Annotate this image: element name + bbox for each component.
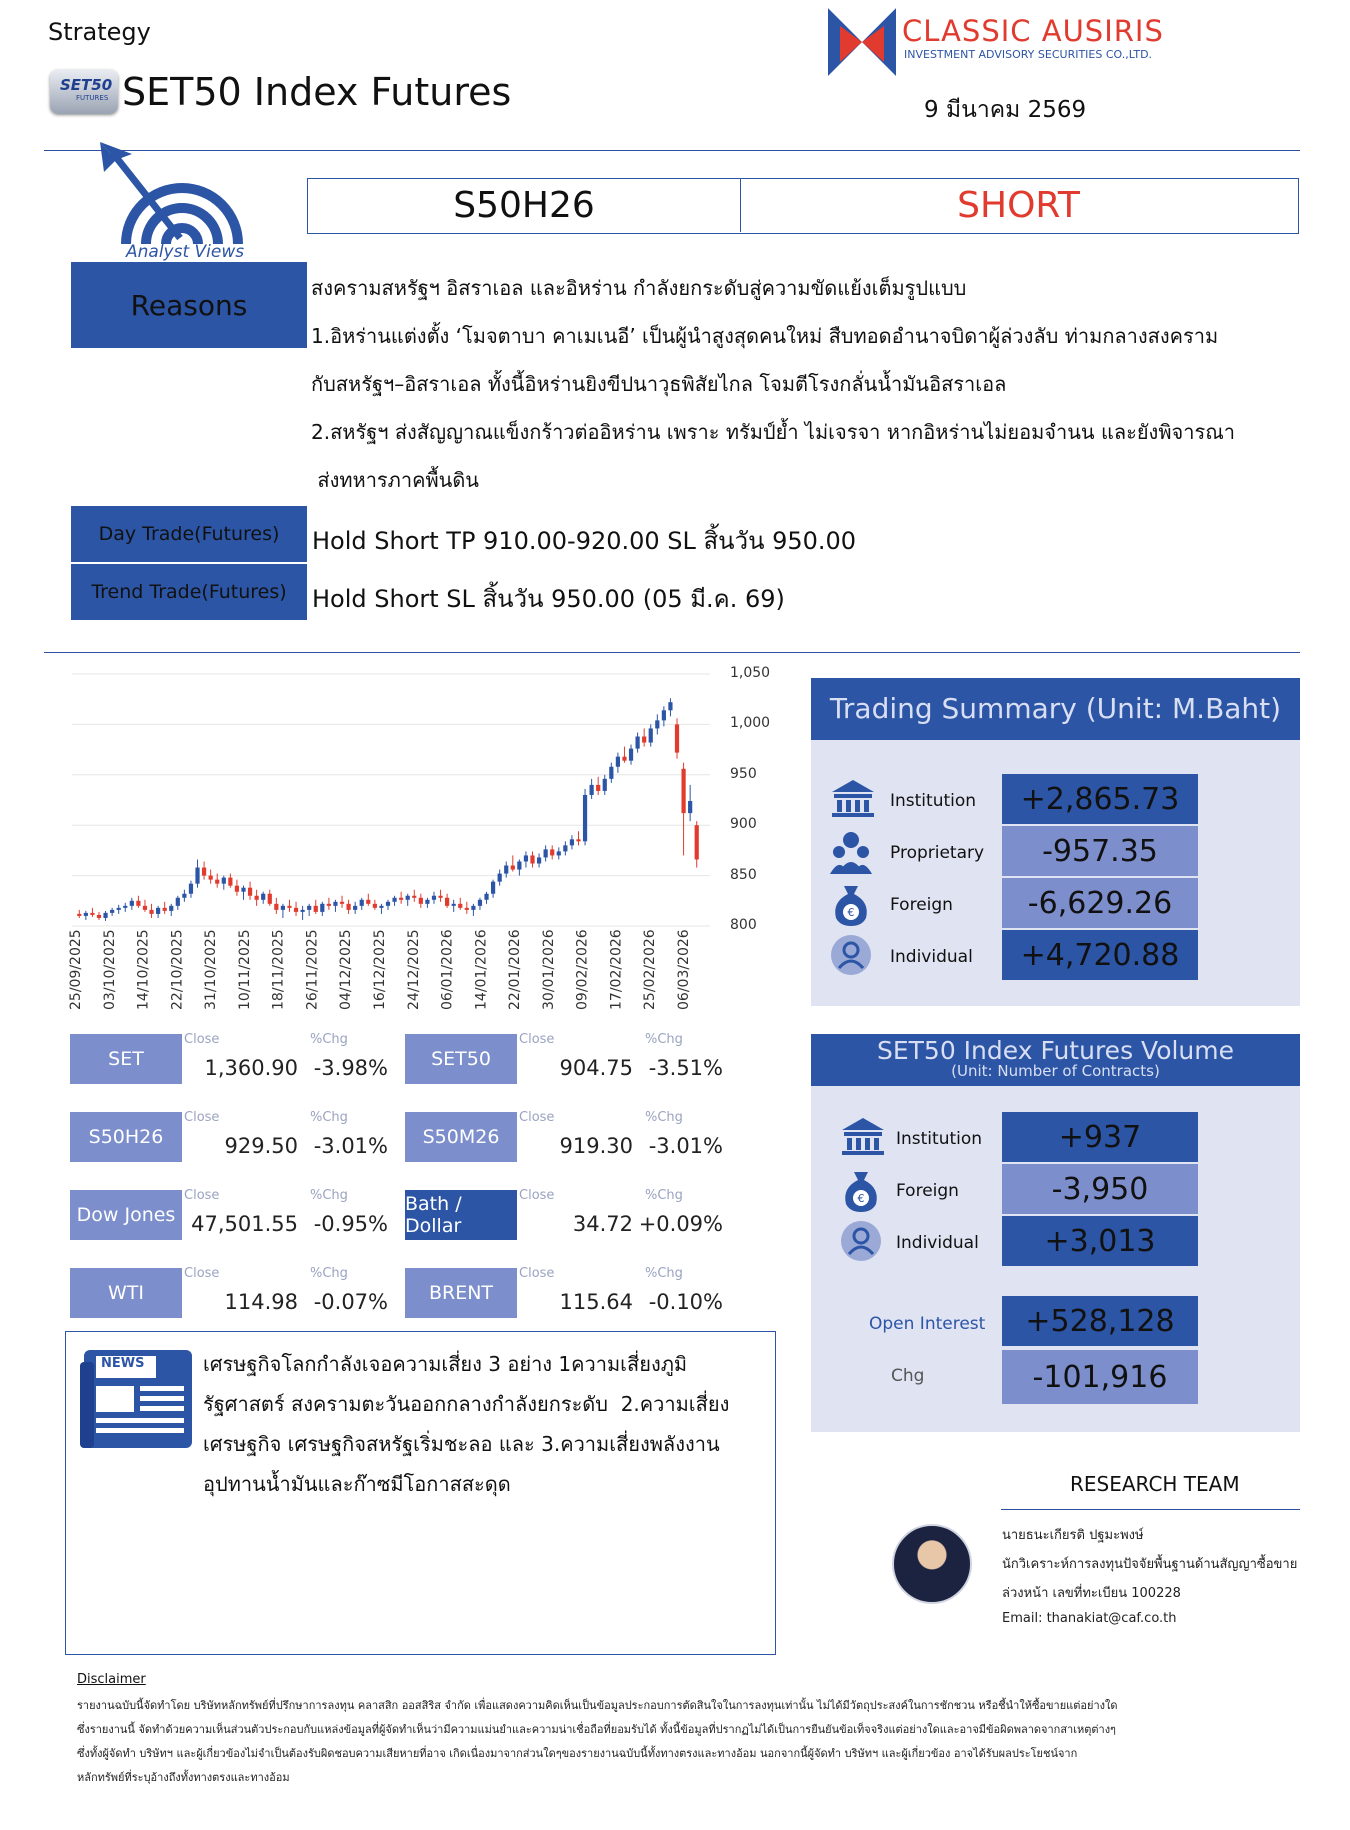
reason-line: กับสหรัฐฯ–อิสราเอล ทั้งนี้อิหร่านยิงขีปนาวุธพิสัยไกล โจมตีโรงกลั่นน้ำมันอิสราเอล	[311, 372, 1007, 396]
candle	[583, 789, 587, 845]
candle	[103, 911, 107, 921]
company-name: CLASSIC AUSIRIS	[902, 14, 1164, 48]
quote-close-value: 904.75	[559, 1056, 633, 1080]
candle	[471, 904, 475, 916]
quote-chg-label: %Chg	[310, 1032, 348, 1047]
row-label: Individual	[896, 1233, 979, 1253]
quote-close-value: 1,360.90	[204, 1056, 298, 1080]
open-interest-value: +528,128	[1002, 1296, 1198, 1346]
y-tick-label: 1,000	[730, 715, 771, 732]
quote-chg-value: -3.98%	[313, 1056, 388, 1080]
candle	[478, 898, 482, 910]
quote-close-label: Close	[184, 1032, 220, 1047]
research-line: Email: thanakiat@caf.co.th	[1002, 1611, 1177, 1626]
analyst-views-label: Analyst Views	[126, 242, 245, 262]
contract-box	[307, 178, 1299, 234]
x-tick-label: 22/10/2025	[169, 929, 186, 1010]
candle	[77, 910, 81, 918]
x-tick-label: 26/11/2025	[304, 929, 321, 1010]
candle	[655, 714, 659, 734]
bank-icon	[840, 1116, 886, 1160]
disclaimer-line: ซึ่งทั้งผู้จัดทำ บริษัทฯ และผู้เกี่ยวข้องไม่จำเป็นต้องรับผิดชอบความเสียหายที่อาจ เกิดเนื่องมาจากส่วนใดๆของรายงานฉบับนี้ทั้งทางตรงและทางอ้อม นอกจากนี้ผู้จัดทำ บริษัทฯ และผู้เกี่ยวข้อง อาจได้รับผลประโยชน์จาก	[77, 1747, 1078, 1760]
candle	[97, 912, 101, 920]
target-icon	[92, 142, 268, 250]
disclaimer-line: รายงานฉบับนี้จัดทำโดย บริษัทหลักทรัพย์ที่ปรึกษาการลงทุน คลาสสิก ออสสิริส จำกัด เพื่อแสดงความคิดเห็นเป็นข้อมูลประกอบการตัดสินใจในการลงทุนเท่านั้น ไม่ได้มีวัตถุประสงค์ในการชักชวน หรือชี้นำให้ซื้อขายแต่อย่างใด	[77, 1699, 1118, 1712]
quote-close-label: Close	[184, 1188, 220, 1203]
candle	[557, 847, 561, 859]
y-tick-label: 950	[730, 765, 757, 782]
candle	[550, 845, 554, 859]
y-tick-label: 800	[730, 917, 757, 933]
quote-chg-label: %Chg	[645, 1110, 683, 1125]
candle	[649, 724, 653, 746]
row-value: +4,720.88	[1002, 930, 1198, 980]
contract-code: S50H26	[308, 179, 741, 232]
candle	[524, 851, 528, 867]
x-tick-label: 18/11/2025	[270, 929, 287, 1010]
volume-header	[811, 1034, 1300, 1086]
candle	[484, 892, 488, 904]
quote-close-value: 47,501.55	[191, 1212, 298, 1236]
candle	[406, 894, 410, 906]
product-title: SET50 Index Futures	[122, 70, 512, 114]
day-trade-label: Day Trade(Futures)	[71, 506, 307, 562]
row-label: Individual	[890, 947, 973, 967]
candle	[189, 881, 193, 898]
quote-chg-value: +0.09%	[638, 1212, 723, 1236]
candle	[156, 906, 160, 918]
candle	[635, 732, 639, 752]
quote-close-label: Close	[519, 1032, 555, 1047]
position-signal: SHORT	[957, 185, 1080, 226]
candle	[616, 753, 620, 773]
candle	[176, 896, 180, 910]
quote-chg-value: -3.51%	[648, 1056, 723, 1080]
candle	[399, 892, 403, 904]
research-team-title: RESEARCH TEAM	[1070, 1472, 1240, 1496]
volume-subtitle: (Unit: Number of Contracts)	[951, 1062, 1160, 1080]
candle	[353, 902, 357, 914]
y-tick-label: 900	[730, 816, 757, 833]
open-interest-label: Open Interest	[869, 1314, 986, 1334]
news-line: อุปทานน้ำมันและก๊าซมีโอกาสสะดุด	[203, 1472, 511, 1496]
candle	[458, 898, 462, 910]
candle	[340, 896, 344, 908]
trend-trade-text: Hold Short SL สิ้นวัน 950.00 (05 มี.ค. 69)	[312, 585, 785, 613]
candle	[445, 894, 449, 908]
row-value: -3,950	[1002, 1164, 1198, 1214]
quote-chg-label: %Chg	[645, 1032, 683, 1047]
candle	[84, 911, 88, 920]
candle	[209, 870, 213, 884]
candle	[366, 894, 370, 906]
candle	[465, 902, 469, 914]
x-tick-label: 06/03/2026	[676, 929, 692, 1010]
candle	[662, 706, 666, 726]
set50-candlestick-chart	[60, 660, 710, 1020]
strategy-label: Strategy	[48, 18, 151, 46]
candle	[432, 892, 436, 904]
quote-name: S50M26	[405, 1112, 517, 1162]
x-tick-label: 03/10/2025	[101, 929, 118, 1010]
section-divider	[44, 652, 1300, 653]
x-tick-label: 16/12/2025	[372, 929, 388, 1010]
candle	[123, 903, 127, 912]
candle	[603, 775, 607, 795]
y-tick-label: 850	[730, 866, 757, 883]
day-trade-text: Hold Short TP 910.00-920.00 SL สิ้นวัน 950.00	[312, 527, 857, 555]
candle	[517, 859, 521, 875]
quote-chg-value: -0.07%	[313, 1290, 388, 1314]
candle	[287, 900, 291, 912]
candle	[110, 908, 114, 916]
oi-chg-label: Chg	[891, 1366, 925, 1386]
quote-name: SET	[70, 1034, 182, 1084]
person-icon	[840, 1220, 882, 1266]
candle	[202, 861, 206, 879]
candle	[530, 851, 534, 867]
candle	[274, 898, 278, 914]
trend-trade-label: Trend Trade(Futures)	[71, 564, 307, 620]
x-tick-label: 25/09/2025	[68, 929, 84, 1010]
reason-line: สงครามสหรัฐฯ อิสราเอล และอิหร่าน กำลังยกระดับสู่ความขัดแย้งเต็มรูปแบบ	[311, 276, 967, 300]
candle	[412, 890, 416, 902]
svg-text:€: €	[857, 1192, 865, 1205]
row-value: -957.35	[1002, 826, 1198, 876]
quote-close-label: Close	[519, 1188, 555, 1203]
quote-name: Bath / Dollar	[405, 1190, 517, 1240]
quote-chg-value: -0.95%	[313, 1212, 388, 1236]
quote-close-value: 919.30	[559, 1134, 633, 1158]
money-bag-icon	[830, 882, 872, 930]
x-tick-label: 22/01/2026	[507, 929, 524, 1010]
candle	[452, 900, 456, 912]
candle	[255, 890, 259, 906]
candle	[688, 785, 692, 821]
candle	[629, 745, 633, 765]
candle	[609, 763, 613, 783]
oi-chg-value: -101,916	[1002, 1350, 1198, 1404]
candle	[235, 880, 239, 896]
quote-close-label: Close	[184, 1266, 220, 1281]
candle	[169, 904, 173, 916]
quote-name: WTI	[70, 1268, 182, 1318]
candle	[642, 728, 646, 746]
x-tick-label: 14/01/2026	[473, 929, 490, 1010]
candle	[563, 841, 567, 855]
research-line: ล่วงหน้า เลขที่ทะเบียน 100228	[1002, 1586, 1181, 1601]
candle	[294, 902, 298, 916]
candle	[360, 898, 364, 910]
research-line: นายธนะเกียรติ ปฐมะพงษ์	[1002, 1528, 1144, 1543]
candle	[576, 831, 580, 845]
x-tick-label: 25/02/2026	[642, 929, 659, 1010]
reason-line: ส่งทหารภาคพื้นดิน	[311, 468, 479, 492]
x-tick-label: 31/10/2025	[203, 929, 220, 1010]
quote-close-label: Close	[519, 1110, 555, 1125]
report-date: 9 มีนาคม 2569	[924, 97, 1087, 123]
candle	[222, 876, 226, 890]
candle	[182, 890, 186, 902]
candle	[261, 892, 265, 904]
candle	[149, 904, 153, 918]
trading-summary-title: Trading Summary (Unit: M.Baht)	[811, 678, 1300, 740]
money-bag-icon	[840, 1168, 882, 1216]
company-logo-icon	[826, 6, 898, 78]
candle	[281, 904, 285, 918]
candle	[425, 898, 429, 908]
candle	[570, 835, 574, 849]
row-value: +3,013	[1002, 1216, 1198, 1266]
analyst-avatar	[892, 1524, 972, 1604]
news-line: รัฐศาสตร์ สงครามตะวันออกกลางกำลังยกระดับ 2.ความเสี่ยง	[203, 1392, 730, 1416]
candle	[681, 763, 685, 856]
candle	[130, 898, 134, 910]
row-label: Foreign	[890, 895, 953, 915]
person-icon	[830, 934, 872, 980]
x-tick-label: 17/02/2026	[608, 929, 625, 1010]
candle	[668, 698, 672, 716]
quote-chg-value: -3.01%	[648, 1134, 723, 1158]
disclaimer-line: หลักทรัพย์ที่ระบุอ้างถึงทั้งทางตรงและทางอ้อม	[77, 1771, 290, 1784]
quote-chg-label: %Chg	[310, 1110, 348, 1125]
candle	[695, 821, 699, 867]
row-label: Institution	[896, 1129, 983, 1149]
candle	[117, 905, 121, 914]
y-tick-label: 1,050	[730, 665, 771, 681]
quote-close-value: 929.50	[224, 1134, 298, 1158]
candle	[143, 900, 147, 912]
disclaimer-line: ซึ่งรายงานนี้ จัดทำด้วยความเห็นส่วนตัวประกอบกับแหล่งข้อมูลที่ผู้จัดทำเห็นว่ามีความแม่นยำและความน่าเชื่อถือที่ยอมรับได้ ทั้งนี้ข้อมูลที่ปรากฏไม่ได้เป็นการยืนยันข้อเท็จจริงแต่อย่างใดและอาจมีข้อผิดพลาดจากสาเหตุต่างๆ	[77, 1723, 1116, 1736]
set50-logo-sub: FUTURES	[76, 94, 109, 102]
row-label: Foreign	[896, 1181, 959, 1201]
row-value: +2,865.73	[1002, 774, 1198, 824]
x-tick-label: 06/01/2026	[439, 929, 456, 1010]
volume-title: SET50 Index Futures Volume	[876, 1036, 1235, 1065]
candle	[537, 853, 541, 867]
quote-name: Dow Jones	[70, 1190, 182, 1240]
candle	[590, 779, 594, 799]
reasons-label: Reasons	[71, 262, 307, 348]
set50-logo	[50, 70, 118, 114]
candle	[622, 747, 626, 763]
candle	[320, 902, 324, 916]
bank-icon	[830, 778, 876, 822]
svg-text:€: €	[847, 906, 855, 919]
x-tick-label: 04/12/2025	[338, 929, 355, 1010]
candle	[379, 904, 383, 914]
quote-close-label: Close	[519, 1266, 555, 1281]
candle	[90, 908, 94, 917]
quote-chg-label: %Chg	[645, 1188, 683, 1203]
news-badge: NEWS	[101, 1356, 145, 1371]
quote-name: BRENT	[405, 1268, 517, 1318]
disclaimer-title: Disclaimer	[77, 1672, 146, 1687]
candle	[241, 886, 245, 900]
candle	[268, 890, 272, 906]
quote-close-label: Close	[184, 1110, 220, 1125]
candle	[386, 900, 390, 910]
set50-logo-text: SET50	[60, 76, 113, 94]
candle	[163, 902, 167, 914]
reason-line: 2.สหรัฐฯ ส่งสัญญาณแข็งกร้าวต่ออิหร่าน เพราะ ทรัมป์ย้ำ ไม่เจรจา หากอิหร่านไม่ยอมจำนน และยังพิจารณา	[311, 420, 1235, 444]
candle	[596, 777, 600, 795]
candle	[392, 896, 396, 906]
quote-close-value: 115.64	[559, 1290, 633, 1314]
candle	[333, 900, 337, 912]
x-tick-label: 10/11/2025	[236, 929, 253, 1010]
candle	[136, 896, 140, 908]
news-line: เศรษฐกิจ เศรษฐกิจสหรัฐเริ่มชะลอ และ 3.ความเสี่ยงพลังงาน	[203, 1432, 720, 1456]
quote-chg-label: %Chg	[310, 1188, 348, 1203]
candle	[419, 894, 423, 908]
candle	[307, 904, 311, 916]
row-value: -6,629.26	[1002, 878, 1198, 928]
quote-close-value: 114.98	[224, 1290, 298, 1314]
candle	[301, 906, 305, 920]
research-divider	[1001, 1509, 1300, 1510]
quote-name: S50H26	[70, 1112, 182, 1162]
row-label: Proprietary	[890, 843, 985, 863]
candle	[544, 845, 548, 861]
reason-line: 1.อิหร่านแต่งตั้ง ‘โมจตาบา คาเมเนอี’ เป็นผู้นำสูงสุดคนใหม่ สืบทอดอำนาจบิดาผู้ล่วงลับ ท่ามกลางสงคราม	[311, 324, 1219, 348]
company-subtitle: INVESTMENT ADVISORY SECURITIES CO.,LTD.	[904, 48, 1153, 61]
row-label: Institution	[890, 791, 977, 811]
candle	[373, 900, 377, 910]
candle	[438, 890, 442, 902]
candle	[511, 855, 515, 871]
candle	[491, 880, 495, 898]
candle	[314, 900, 318, 914]
news-line: เศรษฐกิจโลกกำลังเจอความเสี่ยง 3 อย่าง 1ความเสี่ยงภูมิ	[203, 1352, 688, 1376]
x-tick-label: 24/12/2025	[405, 929, 422, 1010]
group-icon	[830, 830, 872, 878]
candle	[248, 882, 252, 900]
candle	[195, 859, 199, 887]
quote-close-value: 34.72	[572, 1212, 633, 1236]
candle	[327, 898, 331, 910]
quote-chg-value: -0.10%	[648, 1290, 723, 1314]
research-line: นักวิเคราะห์การลงทุนปัจจัยพื้นฐานด้านสัญญาซื้อขาย	[1002, 1557, 1298, 1572]
quote-name: SET50	[405, 1034, 517, 1084]
x-tick-label: 09/02/2026	[574, 929, 591, 1010]
candle	[498, 870, 502, 886]
candle	[346, 900, 350, 914]
quote-chg-label: %Chg	[645, 1266, 683, 1281]
quote-chg-value: -3.01%	[313, 1134, 388, 1158]
row-value: +937	[1002, 1112, 1198, 1162]
x-tick-label: 14/10/2025	[135, 929, 152, 1010]
quote-chg-label: %Chg	[310, 1266, 348, 1281]
x-tick-label: 30/01/2026	[540, 929, 557, 1010]
